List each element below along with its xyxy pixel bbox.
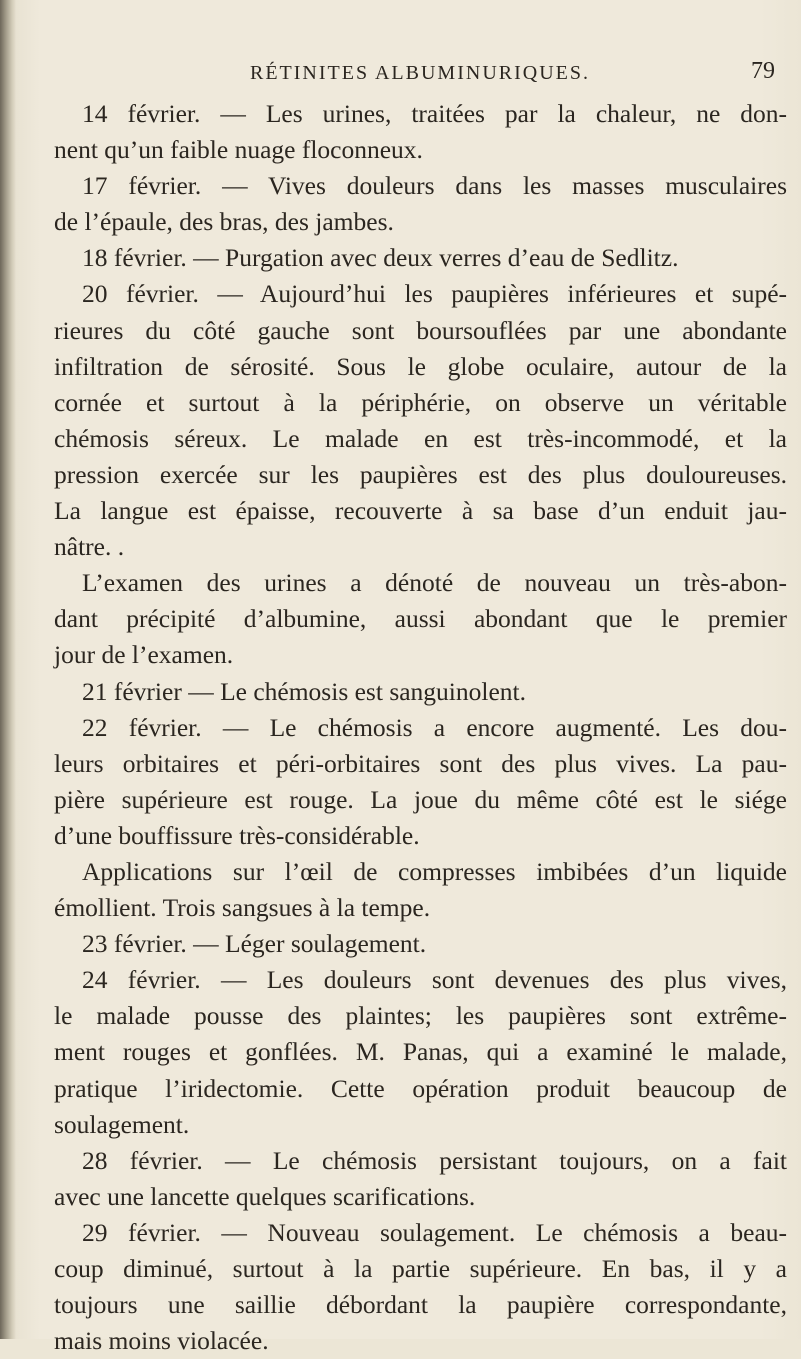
text-line: Applications sur l’œil de compresses imbibées d’un liquide — [82, 856, 787, 886]
text-line: d’une bouffissure très-considérable. — [54, 820, 420, 850]
running-head — [55, 58, 785, 92]
page-number: 79 — [751, 58, 775, 84]
body-text — [54, 96, 787, 1359]
text-line: 24 février. — Les douleurs sont devenues des plus vives, — [82, 965, 787, 995]
text-line: avec une lancette quelques scarifications. — [54, 1181, 476, 1211]
text-line: soulagement. — [54, 1109, 190, 1139]
text-line: jour de l’examen. — [54, 640, 234, 670]
text-line: toujours une saillie débordant la paupière correspondante, — [54, 1290, 787, 1320]
text-line: L’examen des urines a dénoté de nouveau un très-abon- — [82, 568, 787, 598]
text-line: pière supérieure est rouge. La joue du même côté est le siége — [54, 784, 787, 814]
text-line: 23 février. — Léger soulagement. — [82, 929, 427, 959]
text-line: 22 février. — Le chémosis a encore augmenté. Les dou- — [82, 712, 787, 742]
text-line: La langue est épaisse, recouverte à sa base d’un enduit jau- — [54, 496, 787, 526]
text-line: leurs orbitaires et péri-orbitaires sont des plus vives. La pau- — [54, 748, 787, 778]
text-line: 18 février. — Purgation avec deux verres d’eau de Sedlitz. — [82, 243, 679, 273]
text-line: ment rouges et gonflées. M. Panas, qui a examiné le malade, — [54, 1037, 787, 1067]
text-line: infiltration de sérosité. Sous le globe oculaire, autour de la — [54, 351, 787, 381]
text-line: 17 février. — Vives douleurs dans les masses musculaires — [82, 171, 787, 201]
text-line: 21 février — Le chémosis est sanguinolent. — [82, 676, 527, 706]
running-title: RÉTINITES ALBUMINURIQUES. — [250, 62, 590, 84]
text-line: 14 février. — Les urines, traitées par la chaleur, ne don- — [82, 99, 787, 128]
text-line: pratique l’iridectomie. Cette opération produit beaucoup de — [54, 1073, 787, 1103]
text-line: 29 février. — Nouveau soulagement. Le chémosis a beau- — [82, 1217, 787, 1247]
text-line: rieures du côté gauche sont boursouflées par une abondante — [54, 315, 787, 345]
text-line: émollient. Trois sangsues à la tempe. — [54, 893, 431, 923]
text-line: cornée et surtout à la périphérie, on observe un véritable — [54, 387, 787, 417]
text-line: nâtre. . — [54, 532, 125, 562]
text-line: dant précipité d’albumine, aussi abondant que le premier — [54, 604, 787, 634]
text-line: 20 février. — Aujourd’hui les paupières inférieures et supé- — [82, 279, 787, 309]
text-line: de l’épaule, des bras, des jambes. — [54, 207, 394, 237]
text-line: nent qu’un faible nuage floconneux. — [54, 135, 423, 165]
text-line: mais moins violacée. — [54, 1326, 269, 1356]
text-line: chémosis séreux. Le malade en est très-incommodé, et la — [54, 423, 787, 453]
text-line: pression exercée sur les paupières est des plus douloureuses. — [54, 459, 787, 489]
text-line: le malade pousse des plaintes; les paupières sont extrême- — [54, 1001, 787, 1031]
binding-shadow — [0, 0, 16, 1339]
text-line: coup diminué, surtout à la partie supérieure. En bas, il y a — [54, 1254, 787, 1283]
text-line: 28 février. — Le chémosis persistant toujours, on a fait — [82, 1145, 787, 1175]
